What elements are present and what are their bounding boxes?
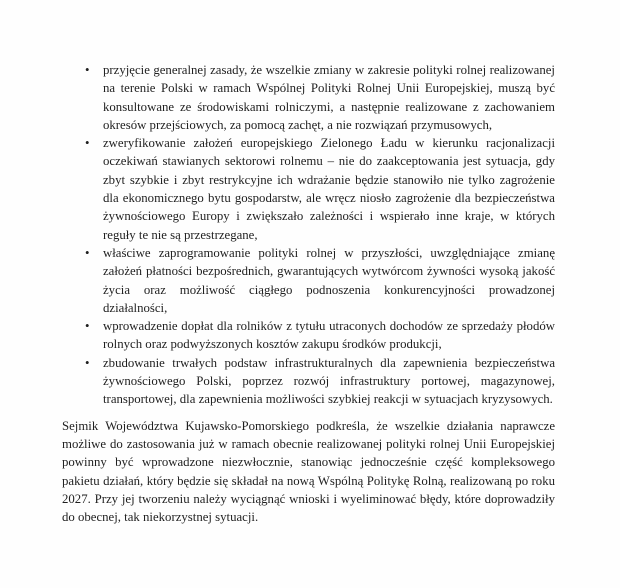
bullet-item [62, 354, 555, 409]
bullet-text: przyjęcie generalnej zasady, że wszelkie zmiany w zakresie polityki rolnej realizowanej na terenie Polski w ramach Wspólnej Polityki Rolnej Unii Europejskiej, muszą być konsultowane ze środowiskami rolniczymi, a następnie realizowane z zachowaniem okresów przejściowych, za pomocą zachęt, a nie rozwiązań przymusowych, [103, 63, 555, 132]
bullet-marker: • [85, 319, 90, 334]
bullet-list [62, 61, 555, 409]
bullet-marker: • [85, 245, 90, 260]
bullet-text: zweryfikowanie założeń europejskiego Zielonego Ładu w kierunku racjonalizacji oczekiwań stawianych sektorowi rolnemu – nie do zaakceptowania jest sytuacja, gdy zbyt szybkie i zbyt restrykcyjne ich wdrażanie będzie stanowiło nie tylko zagrożenie dla ekonomicznego bytu gospodarstw, ale wręcz niosło zagrożenie dla bezpieczeństwa żywnościowego Europy i zwiększało zależności i wspierało inne kraje, w których reguły te nie są przestrzegane, [103, 136, 555, 242]
bullet-text: wprowadzenie dopłat dla rolników z tytułu utraconych dochodów ze sprzedaży płodów rolnych oraz podwyższonych kosztów zakupu środków produkcji, [103, 319, 555, 352]
bullet-marker: • [85, 136, 90, 151]
bullet-item [62, 61, 555, 134]
bullet-marker: • [85, 355, 90, 370]
bullet-marker: • [85, 63, 90, 77]
bullet-text: zbudowanie trwałych podstaw infrastrukturalnych dla zapewnienia bezpieczeństwa żywnościowego Polski, poprzez rozwój infrastruktury portowej, magazynowej, transportowej, dla zapewnienia możliwości szybkiej reakcji w sytuacjach kryzysowych. [103, 355, 555, 407]
bullet-text: właściwe zaprogramowanie polityki rolnej w przyszłości, uwzględniające zmianę założeń płatności bezpośrednich, gwarantujących wytwórcom żywności wysoką jakość życia oraz możliwość ciągłego podnoszenia konkurencyjności prowadzonej działalności, [103, 245, 555, 315]
bullet-item [62, 134, 555, 244]
bullet-item [62, 244, 555, 317]
closing-paragraph: Sejmik Województwa Kujawsko-Pomorskiego podkreśla, że wszelkie działania naprawcze możliwe do zastosowania już w ramach obecnie realizowanej polityki rolnej Unii Europejskiej powinny być wprowadzone niezwłocznie, stanowiąc jednocześnie część kompleksowego pakietu działań, który będzie się składał na nową Wspólną Politykę Rolną, realizowaną po roku 2027. Przy jej tworzeniu należy wyciągnąć wnioski i wyeliminować błędy, które doprowadziły do obecnej, tak niekorzystnej sytuacji. [62, 418, 555, 525]
bullet-item [62, 317, 555, 354]
